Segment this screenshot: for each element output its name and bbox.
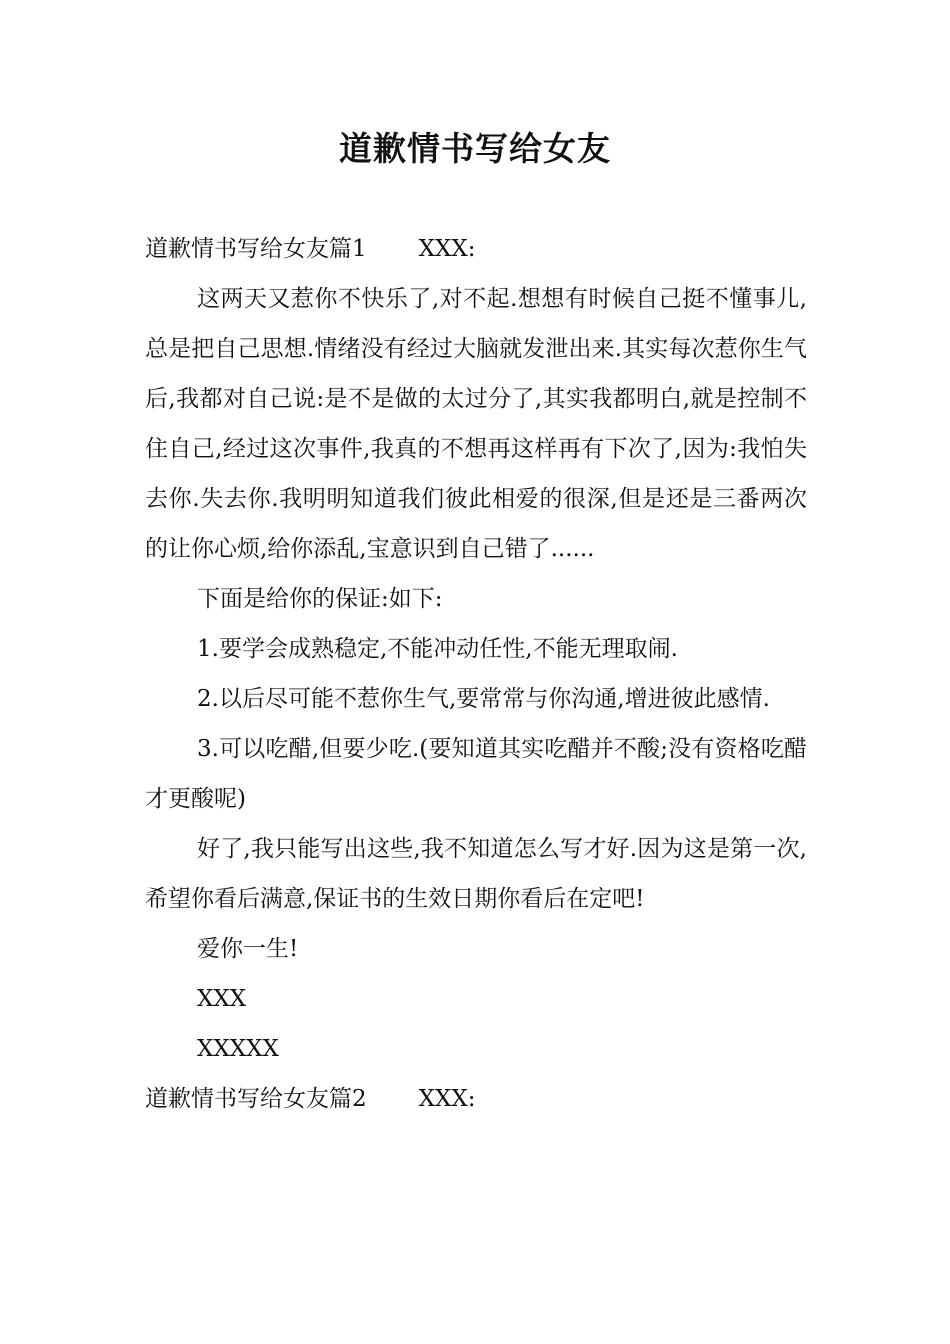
section-1-title: 道歉情书写给女友篇1 bbox=[145, 236, 367, 262]
paragraph-promise-intro: 下面是给你的保证:如下: bbox=[197, 586, 443, 612]
signature: XXX bbox=[197, 986, 247, 1012]
section-2-salutation: XXX: bbox=[418, 1086, 476, 1112]
section-2-heading bbox=[145, 1074, 807, 1124]
section-1-salutation: XXX: bbox=[418, 236, 476, 262]
promise-item-2: 2.以后尽可能不惹你生气,要常常与你沟通,增进彼此感情. bbox=[197, 686, 770, 712]
promise-item-1: 1.要学会成熟稳定,不能冲动任性,不能无理取闹. bbox=[197, 636, 678, 662]
paragraph-closing: 好了,我只能写出这些,我不知道怎么写才好.因为这是第一次,希望你看后满意,保证书的生效日期你看后在定吧! bbox=[145, 836, 807, 912]
date-line: XXXXX bbox=[197, 1036, 279, 1062]
document-title: 道歉情书写给女友 bbox=[339, 129, 611, 168]
promise-item-3: 3.可以吃醋,但要少吃.(要知道其实吃醋并不酸;没有资格吃醋才更酸呢) bbox=[145, 736, 807, 812]
section-1-heading bbox=[145, 224, 807, 274]
paragraph-apology: 这两天又惹你不快乐了,对不起.想想有时候自己挺不懂事儿,总是把自己思想.情绪没有经过大脑就发泄出来.其实每次惹你生气后,我都对自己说:是不是做的太过分了,其实我都明白,就是控制不住自己,经过这次事件,我真的不想再这样再有下次了,因为:我怕失去你.失去你.我明明知道我们彼此相爱的很深,但是还是三番两次的让你心烦,给你添乱,宝意识到自己错了...... bbox=[145, 286, 807, 562]
section-2-title: 道歉情书写给女友篇2 bbox=[145, 1086, 367, 1112]
paragraph-love: 爱你一生! bbox=[197, 936, 299, 962]
document-body bbox=[145, 224, 807, 1124]
